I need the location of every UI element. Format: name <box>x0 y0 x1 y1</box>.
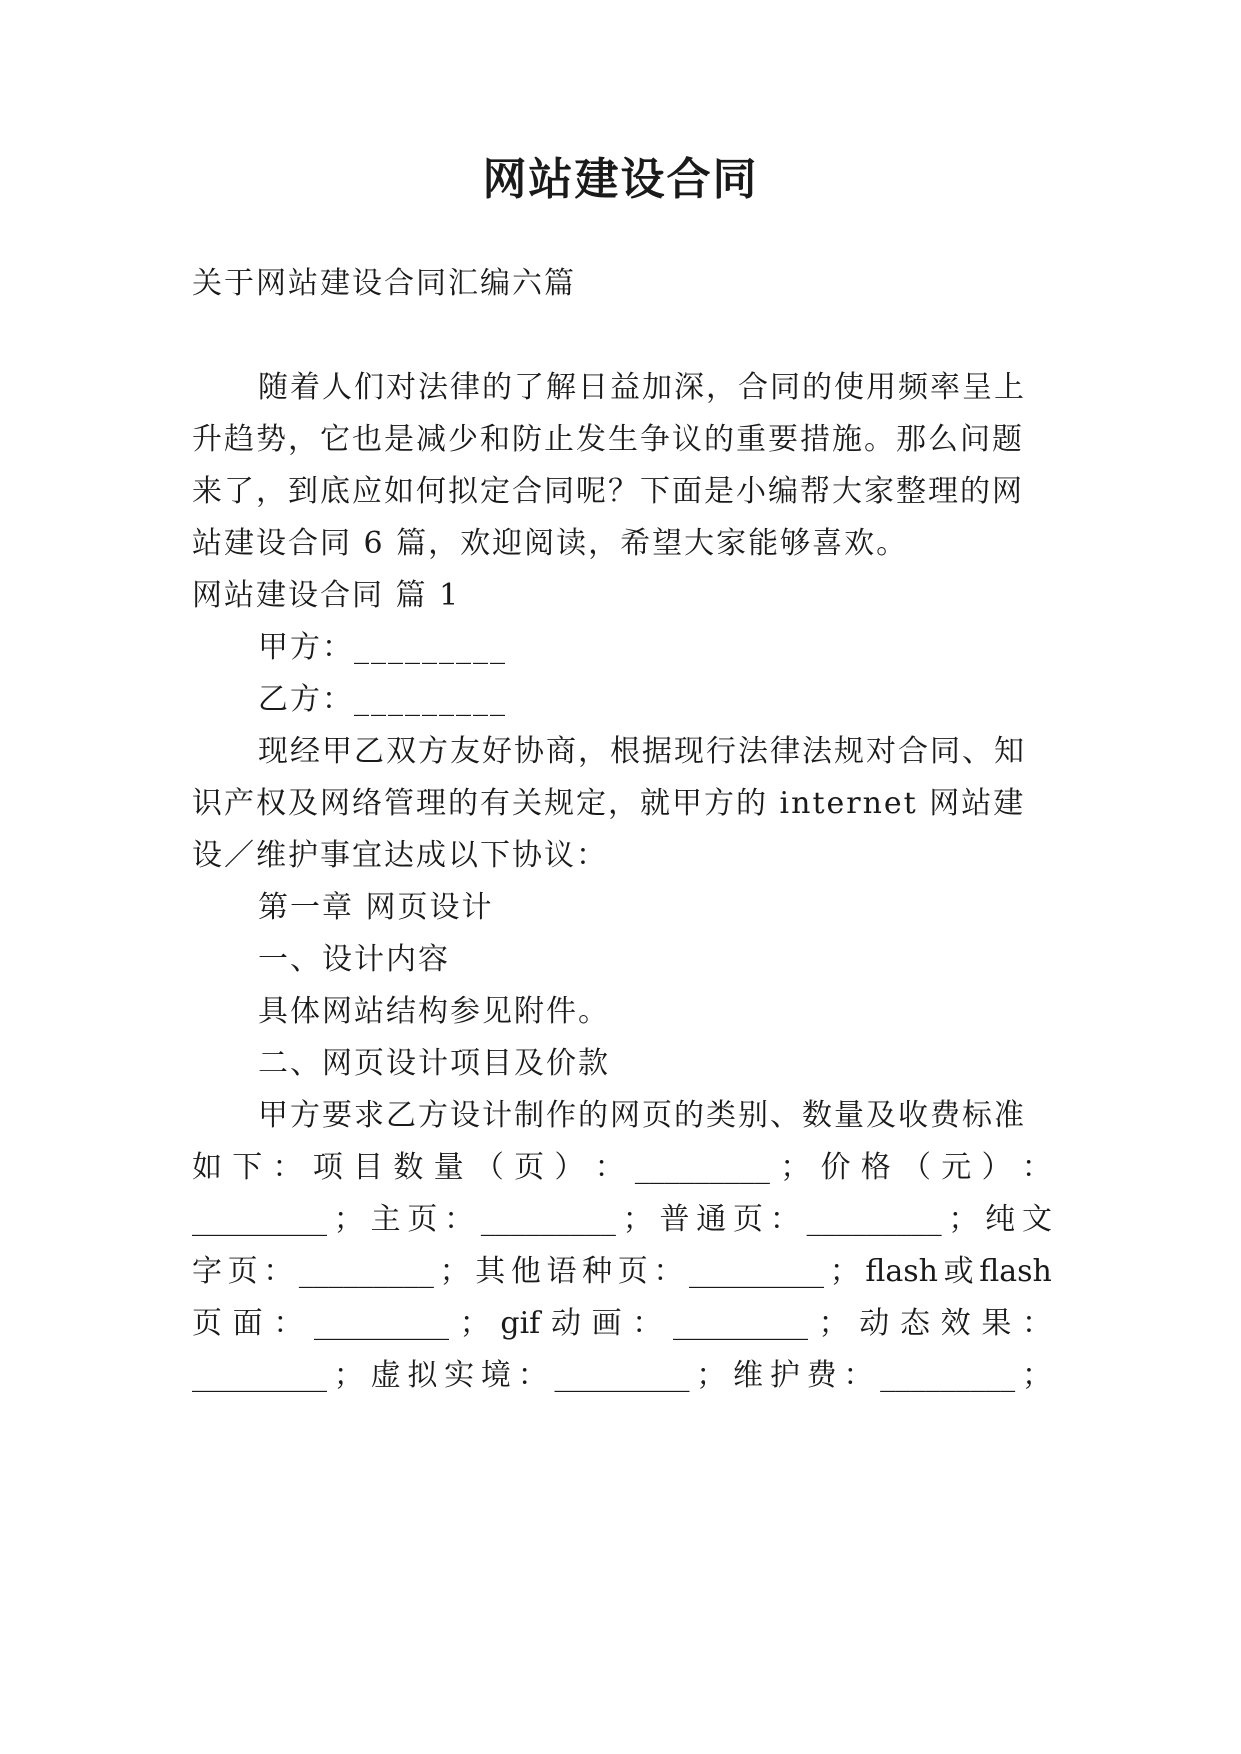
intro-line: 站建设合同 6 篇，欢迎阅读，希望大家能够喜欢。 <box>192 526 909 561</box>
price-line-token: 费 <box>806 1358 837 1393</box>
price-line-token: 目 <box>353 1150 384 1185</box>
clause-text: 具体网站结构参见附件。 <box>258 994 610 1029</box>
price-line-token: ； <box>818 1306 849 1341</box>
price-line-token: （ <box>900 1150 931 1185</box>
price-line-token: _________ <box>314 1306 450 1341</box>
price-line <box>192 1304 1052 1344</box>
price-line-token: ： <box>653 1254 684 1289</box>
price-line-token: flash <box>979 1254 1052 1289</box>
document-subtitle: 关于网站建设合同汇编六篇 <box>192 266 576 301</box>
price-line-token: ： <box>517 1358 548 1393</box>
price-line-token: 普 <box>659 1202 690 1237</box>
price-line-token: ： <box>1021 1306 1052 1341</box>
price-line <box>192 1200 1052 1240</box>
document-title: 网站建设合同 <box>482 154 759 205</box>
section-heading: 网站建设合同 篇 1 <box>192 578 461 613</box>
price-line-token: 态 <box>899 1306 930 1341</box>
price-line-token: 果 <box>981 1306 1012 1341</box>
price-line-token: ； <box>333 1202 364 1237</box>
price-line-token: _________ <box>192 1202 327 1237</box>
price-line-token: 项 <box>312 1150 343 1185</box>
price-line-token: 价 <box>820 1150 851 1185</box>
price-line-token: 动 <box>859 1306 890 1341</box>
price-line-token: 通 <box>696 1202 727 1237</box>
price-line-token: 虚 <box>370 1358 401 1393</box>
price-line-token: ： <box>263 1254 294 1289</box>
price-line <box>192 1356 1052 1396</box>
price-line-token: 量 <box>433 1150 464 1185</box>
price-line-token: ： <box>632 1306 663 1341</box>
price-line-token: ： <box>272 1150 303 1185</box>
price-line-token: ； <box>622 1202 653 1237</box>
price-line-token: 动 <box>550 1306 581 1341</box>
agreement-line: 现经甲乙双方友好协商，根据现行法律法规对合同、知 <box>258 734 1026 769</box>
price-line-token: _________ <box>880 1358 1016 1393</box>
price-line-token: 他 <box>510 1254 541 1289</box>
price-line-token: 种 <box>582 1254 613 1289</box>
price-line-token: 画 <box>591 1306 622 1341</box>
price-line-token: 数 <box>393 1150 424 1185</box>
price-line-token: ； <box>780 1150 811 1185</box>
clause-heading: 二、网页设计项目及价款 <box>258 1046 610 1081</box>
price-line-token: 境 <box>480 1358 511 1393</box>
agreement-line: 识产权及网络管理的有关规定，就甲方的 internet 网站建 <box>192 786 1026 821</box>
chapter-heading: 第一章 网页设计 <box>258 890 494 925</box>
price-line-token: 维 <box>733 1358 764 1393</box>
price-line-token: 实 <box>444 1358 475 1393</box>
price-line-token: 护 <box>769 1358 800 1393</box>
price-line-token: 格 <box>860 1150 891 1185</box>
price-line-token: ； <box>459 1306 490 1341</box>
price-line <box>192 1148 1052 1188</box>
price-line-token: gif <box>500 1306 541 1341</box>
price-line-token: 下 <box>232 1150 263 1185</box>
price-line-token: 或 <box>943 1254 974 1289</box>
price-line-token: 页 <box>733 1202 764 1237</box>
price-line-token: 主 <box>370 1202 401 1237</box>
party-b-line: 乙方：_________ <box>258 682 507 717</box>
price-line-token: 文 <box>1021 1202 1052 1237</box>
price-line-token: 纯 <box>985 1202 1016 1237</box>
price-line-token: _________ <box>672 1306 808 1341</box>
price-line-token: _________ <box>554 1358 690 1393</box>
price-line-token: ： <box>843 1358 874 1393</box>
price-line-token: 页 <box>617 1254 648 1289</box>
price-line-token: ； <box>333 1358 364 1393</box>
price-line-token: ； <box>439 1254 470 1289</box>
price-line-token: 字 <box>192 1254 222 1289</box>
price-line <box>192 1252 1052 1292</box>
price-line-token: _________ <box>689 1254 825 1289</box>
price-line-token: 语 <box>546 1254 577 1289</box>
party-a-line: 甲方：_________ <box>258 630 507 665</box>
price-line-token: _________ <box>806 1202 942 1237</box>
price-line-token: 页 <box>407 1202 438 1237</box>
price-line-token: ） <box>554 1150 585 1185</box>
price-line-token: _________ <box>480 1202 616 1237</box>
price-line-token: ； <box>829 1254 860 1289</box>
price-line-token: flash <box>865 1254 938 1289</box>
intro-line: 升趋势，它也是减少和防止发生争议的重要措施。那么问题 <box>192 422 1024 457</box>
clause-text: 甲方要求乙方设计制作的网页的类别、数量及收费标准 <box>258 1098 1026 1133</box>
price-line-token: 页 <box>514 1150 545 1185</box>
price-line-token: ； <box>696 1358 727 1393</box>
intro-line: 来了，到底应如何拟定合同呢？下面是小编帮大家整理的网 <box>192 474 1024 509</box>
price-line-token: 其 <box>475 1254 506 1289</box>
price-line-token: _________ <box>634 1150 770 1185</box>
price-line-token: _________ <box>298 1254 434 1289</box>
price-line-token: ： <box>444 1202 475 1237</box>
price-line-token: 如 <box>192 1150 222 1185</box>
price-line-token: （ <box>473 1150 504 1185</box>
price-line-token: 页 <box>192 1306 222 1341</box>
price-line-token: ： <box>769 1202 800 1237</box>
price-line-token: 元 <box>941 1150 972 1185</box>
price-line-token: ： <box>594 1150 625 1185</box>
price-line-token: _________ <box>192 1358 327 1393</box>
price-line-token: ： <box>273 1306 304 1341</box>
price-line-token: 拟 <box>407 1358 438 1393</box>
price-line-token: ： <box>1021 1150 1052 1185</box>
price-line-token: ； <box>1021 1358 1052 1393</box>
clause-heading: 一、设计内容 <box>258 942 450 977</box>
price-line-token: 效 <box>940 1306 971 1341</box>
price-line-token: ） <box>981 1150 1012 1185</box>
price-line-token: ； <box>948 1202 979 1237</box>
agreement-line: 设／维护事宜达成以下协议： <box>192 838 608 873</box>
intro-line: 随着人们对法律的了解日益加深，合同的使用频率呈上 <box>258 370 1026 405</box>
price-line-token: 页 <box>227 1254 258 1289</box>
price-line-token: 面 <box>232 1306 263 1341</box>
